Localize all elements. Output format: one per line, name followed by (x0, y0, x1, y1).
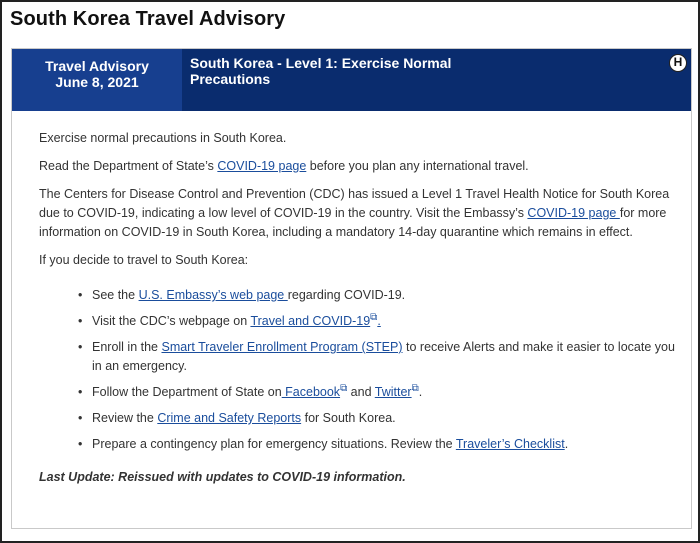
advisory-content (39, 129, 679, 487)
bullet-icon: • (78, 437, 83, 451)
external-link-icon: ⧉ (411, 382, 419, 394)
banner-level-title (190, 55, 490, 87)
banner-date: June 8, 2021 (55, 74, 139, 90)
travelers-checklist-link[interactable]: Traveler’s Checklist (455, 437, 565, 451)
advisory-card (11, 48, 692, 529)
banner-date-box (12, 49, 182, 111)
list-item: • Enroll in the Smart Traveler Enrollment Program (STEP) to receive Alerts and make it easier to locate you in an emergency. (78, 340, 675, 373)
bullet-icon: • (78, 411, 83, 425)
travel-covid19-link-tail[interactable]: . (377, 314, 381, 328)
crime-safety-reports-link[interactable]: Crime and Safety Reports (157, 411, 302, 425)
cdc-paragraph: The Centers for Disease Control and Prevention (CDC) has issued a Level 1 Travel Health Notice for South Korea due to COVID-19, indicating a low level of COVID-19 in the country. Visit the Embassy’s COVID-19 page for more information on COVID-19 in South Korea, including a mandatory 14-day quarantine which remains in effect. (39, 187, 670, 239)
health-alert-badge-icon[interactable]: H (669, 54, 687, 72)
bullet-icon: • (78, 314, 83, 328)
twitter-link[interactable]: Twitter (374, 385, 412, 399)
banner-advisory-label: Travel Advisory (45, 58, 149, 74)
embassy-web-page-link[interactable]: U.S. Embassy’s web page (138, 288, 288, 302)
intro-paragraph: Exercise normal precautions in South Korea. (39, 131, 287, 145)
recommendations-list (39, 286, 679, 454)
bullet-icon: • (78, 288, 83, 302)
list-item: • Follow the Department of State on Facebook⧉ and Twitter⧉. (39, 383, 679, 402)
list-item: • See the U.S. Embassy’s web page regarding COVID-19. (39, 286, 679, 305)
external-link-icon: ⧉ (370, 311, 378, 323)
bullet-icon: • (78, 340, 83, 354)
embassy-covid19-page-link[interactable]: COVID-19 page (527, 206, 620, 220)
banner-level-line1: South Korea - Level 1: Exercise Normal (190, 55, 452, 71)
banner-level-line2: Precautions (190, 71, 271, 87)
covid-page-paragraph: Read the Department of State’s COVID-19 page before you plan any international travel. (39, 159, 529, 173)
list-item: • Visit the CDC’s webpage on Travel and COVID-19⧉. (39, 312, 679, 331)
advisory-banner (12, 49, 691, 111)
list-item: • Review the Crime and Safety Reports for South Korea. (39, 409, 679, 428)
covid19-page-link[interactable]: COVID-19 page (217, 159, 307, 173)
external-link-icon: ⧉ (340, 382, 348, 394)
bullet-icon: • (78, 385, 83, 399)
page-title: South Korea Travel Advisory (10, 8, 286, 30)
last-update-note: Last Update: Reissued with updates to COVID-19 information. (39, 470, 406, 484)
step-enrollment-link[interactable]: Smart Traveler Enrollment Program (STEP) (161, 340, 403, 354)
facebook-link[interactable]: Facebook (281, 385, 341, 399)
travel-intro-paragraph: If you decide to travel to South Korea: (39, 253, 249, 267)
travel-covid19-link[interactable]: Travel and COVID-19 (250, 314, 371, 328)
list-item: • Prepare a contingency plan for emergency situations. Review the Traveler’s Checklist. (39, 435, 679, 454)
